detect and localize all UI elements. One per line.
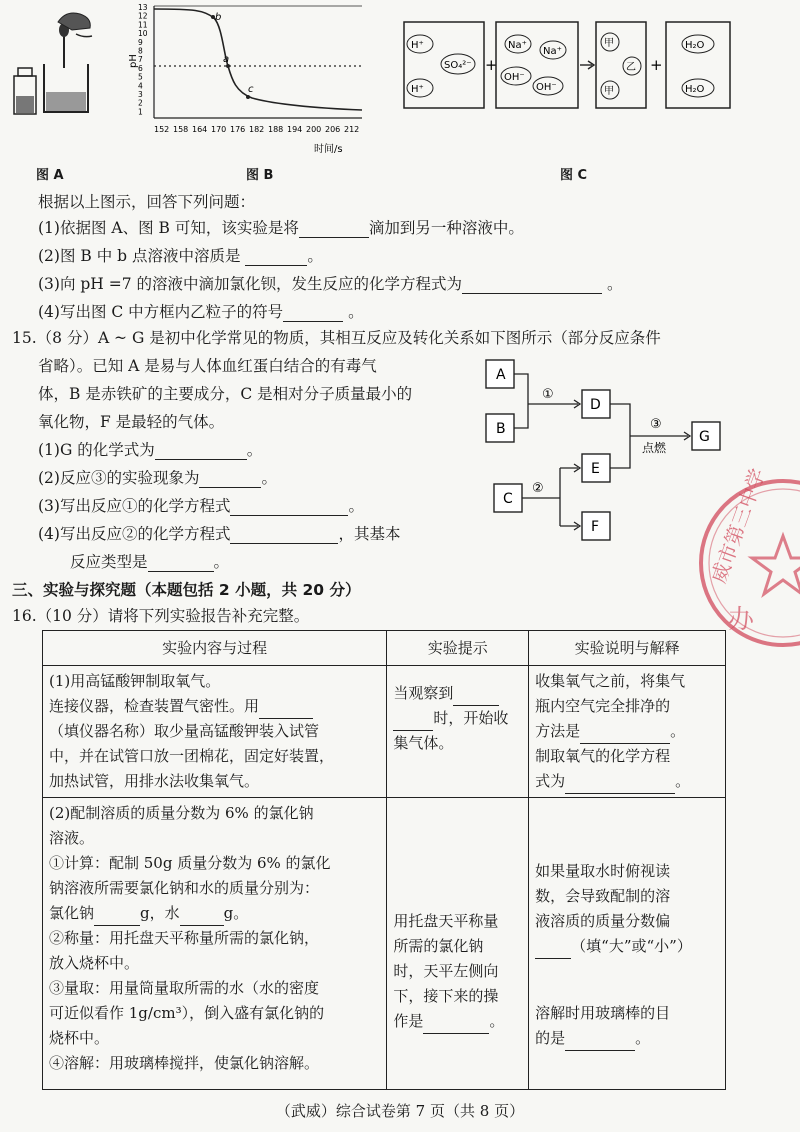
svg-text:+: + (650, 56, 663, 74)
experiment-report-table (42, 630, 726, 1090)
q15-sub3: (3)写出反应①的化学方程式 。 (38, 497, 364, 515)
x-tick-label: 164 (192, 125, 208, 134)
reaction-2-label: ② (532, 481, 544, 496)
answer-blank[interactable] (230, 500, 348, 517)
svg-text:威市第三中学: 威市第三中学 (706, 468, 770, 587)
q15-line3: 体，B 是赤铁矿的主要成分，C 是相对分子质量最小的 (38, 385, 413, 403)
answer-blank[interactable] (580, 728, 670, 744)
reaction-3-label: ③ (650, 417, 662, 432)
y-tick-label: 3 (138, 90, 143, 99)
svg-text:H⁺: H⁺ (411, 40, 424, 51)
q15-line1: 15.（8 分）A ~ G 是初中化学常见的物质，其相互反应及转化关系如下图所示（部分反应条件 (12, 329, 661, 347)
x-axis-label: 时间/s (314, 144, 343, 155)
answer-blank[interactable] (230, 528, 338, 545)
svg-text:甲: 甲 (604, 86, 614, 97)
y-tick-label: 11 (138, 20, 148, 30)
row2-explanation: 如果量取水时俯视读 数，会导致配制的溶 液溶质的质量分数偏 （填“大”或“小”） 溶解时用玻璃棒的目 的是 。 (529, 798, 726, 1090)
q14-sub1: (1)依据图 A、图 B 可知，该实验是将 滴加到另一种溶液中。 (38, 219, 524, 237)
svg-text:OH⁻: OH⁻ (504, 72, 525, 83)
row2-hint: 用托盘天平称量 所需的氯化钠 时，天平左侧向 下，接下来的操 作是 。 (387, 798, 529, 1090)
ph-curve (154, 9, 362, 110)
header-explanation: 实验说明与解释 (529, 631, 726, 666)
answer-blank[interactable] (462, 278, 602, 295)
q15-sub2: (2)反应③的实验现象为 。 (38, 469, 277, 487)
svg-text:Na⁺: Na⁺ (543, 46, 562, 57)
q14-sub3: (3)向 pH =7 的溶液中滴加氯化钡，发生反应的化学方程式为 。 (38, 275, 623, 293)
svg-text:乙: 乙 (626, 62, 636, 73)
header-content: 实验内容与过程 (43, 631, 387, 666)
y-tick-labels (138, 3, 148, 116)
x-tick-label: 200 (306, 125, 322, 134)
answer-blank[interactable] (148, 556, 214, 573)
point-a-label: a (223, 54, 230, 65)
svg-text:H₂O: H₂O (685, 84, 705, 95)
svg-text:H⁺: H⁺ (411, 84, 424, 95)
figure-b (124, 0, 374, 160)
answer-blank[interactable] (565, 1035, 635, 1051)
figure-c-label: 图 C (560, 168, 588, 183)
figure-c (398, 18, 748, 118)
x-tick-label: 158 (173, 125, 189, 134)
y-tick-label: 10 (138, 29, 148, 39)
reaction-3-condition: 点燃 (642, 441, 667, 455)
row2-content: (2)配制溶质的质量分数为 6% 的氯化钠 溶液。 ①计算：配制 50g 质量分数为 6% 的氯化 钠溶液所需要氯化钠和水的质量分别为： 氯化钠 g，水 g。 ②称量：用托盘天平称量所需的氯化钠， 放入烧杯中。 ③量取：用量筒量取所需的水（水的密度 可近似看作 1g/cm³），倒入盛有氯化钠的 烧杯中。 ④溶解：用玻璃棒搅拌，使氯化钠溶解。 (43, 798, 387, 1090)
answer-blank[interactable] (199, 472, 261, 489)
svg-text:OH⁻: OH⁻ (536, 82, 557, 93)
y-tick-label: 6 (138, 63, 143, 73)
node-f: F (591, 519, 600, 535)
y-tick-label: 7 (138, 55, 143, 65)
y-tick-label: 4 (138, 81, 143, 91)
page-footer: （武威）综合试卷第 7 页（共 8 页） (275, 1102, 525, 1120)
x-tick-label: 188 (268, 125, 284, 134)
x-tick-label: 176 (230, 125, 246, 134)
q15-sub1: (1)G 的化学式为 。 (38, 441, 263, 459)
svg-text:办: 办 (728, 605, 755, 635)
y-axis-label: pH (128, 54, 139, 68)
answer-blank[interactable] (283, 306, 343, 323)
q15-line2: 省略）。已知 A 是易与人体血红蛋白结合的有毒气 (38, 357, 377, 375)
node-d: D (590, 397, 601, 413)
x-tick-label: 152 (154, 125, 170, 134)
reaction-1-label: ① (542, 387, 554, 402)
x-tick-label: 212 (344, 125, 360, 134)
row1-content: (1)用高锰酸钾制取氧气。 连接仪器，检查装置气密性。用 （填仪器名称）取少量高锰酸钾装入试管 中，并在试管口放一团棉花，固定好装置， 加热试管，用排水法收集氧气。 (43, 666, 387, 798)
svg-text:+: + (485, 56, 498, 74)
q14-sub4: (4)写出图 C 中方框内乙粒子的符号 。 (38, 303, 364, 321)
row1-hint: 当观察到 时，开始收 集气体。 (387, 666, 529, 798)
answer-blank[interactable] (259, 703, 313, 719)
y-tick-label: 12 (138, 11, 148, 21)
answer-blank[interactable] (453, 690, 499, 706)
particle-diagram (398, 18, 748, 118)
q14-intro: 根据以上图示，回答下列问题： (38, 193, 256, 211)
answer-blank[interactable] (299, 222, 369, 239)
section-3-title: 三、实验与探究题（本题包括 2 小题，共 20 分） (12, 581, 361, 599)
x-tick-label: 170 (211, 125, 227, 134)
answer-blank[interactable] (423, 1018, 489, 1034)
answer-blank[interactable] (94, 910, 140, 926)
ph-curve-chart (124, 0, 374, 160)
table-header-row (43, 631, 726, 666)
q15-sub4: (4)写出反应②的化学方程式 ，其基本 (38, 525, 401, 543)
answer-blank[interactable] (565, 778, 675, 794)
answer-blank[interactable] (535, 943, 571, 959)
y-tick-label: 5 (138, 72, 143, 82)
point-c-label: c (248, 84, 254, 95)
table-row-1 (43, 666, 726, 798)
y-tick-label: 9 (138, 37, 143, 47)
node-g: G (699, 429, 710, 445)
y-tick-label: 8 (138, 46, 143, 56)
x-tick-labels (154, 125, 359, 134)
node-b: B (496, 421, 506, 437)
point-b-label: b (215, 12, 222, 23)
figure-a (6, 4, 116, 124)
node-e: E (591, 461, 600, 477)
svg-text:Na⁺: Na⁺ (508, 40, 527, 51)
x-tick-label: 194 (287, 125, 303, 134)
y-tick-label: 1 (138, 107, 143, 117)
node-c: C (503, 491, 513, 507)
header-hint: 实验提示 (387, 631, 529, 666)
y-tick-label: 13 (138, 3, 148, 12)
q15-line4: 氧化物，F 是最轻的气体。 (38, 413, 225, 431)
figure-a-drawing (6, 4, 116, 124)
x-tick-label: 182 (249, 125, 265, 134)
figure-b-label: 图 B (246, 168, 274, 183)
figure-a-label: 图 A (36, 168, 64, 183)
q15-sub4-line2: 反应类型是 。 (70, 553, 230, 571)
q16-title: 16.（10 分）请将下列实验报告补充完整。 (12, 607, 310, 625)
svg-text:H₂O: H₂O (685, 40, 705, 51)
svg-text:甲: 甲 (604, 38, 614, 49)
svg-text:SO₄²⁻: SO₄²⁻ (444, 60, 472, 71)
answer-blank[interactable] (180, 910, 224, 926)
point-c (246, 95, 250, 99)
node-a: A (496, 367, 506, 383)
x-tick-label: 206 (325, 125, 341, 134)
answer-blank[interactable] (245, 250, 307, 267)
y-tick-label: 2 (138, 98, 143, 108)
table-row-2 (43, 798, 726, 1090)
row1-explanation: 收集氧气之前，将集气 瓶内空气完全排净的 方法是 。 制取氧气的化学方程 式为 。 (529, 666, 726, 798)
q14-sub2: (2)图 B 中 b 点溶液中溶质是 。 (38, 247, 323, 265)
answer-blank[interactable] (155, 444, 247, 461)
answer-blank[interactable] (393, 715, 433, 731)
